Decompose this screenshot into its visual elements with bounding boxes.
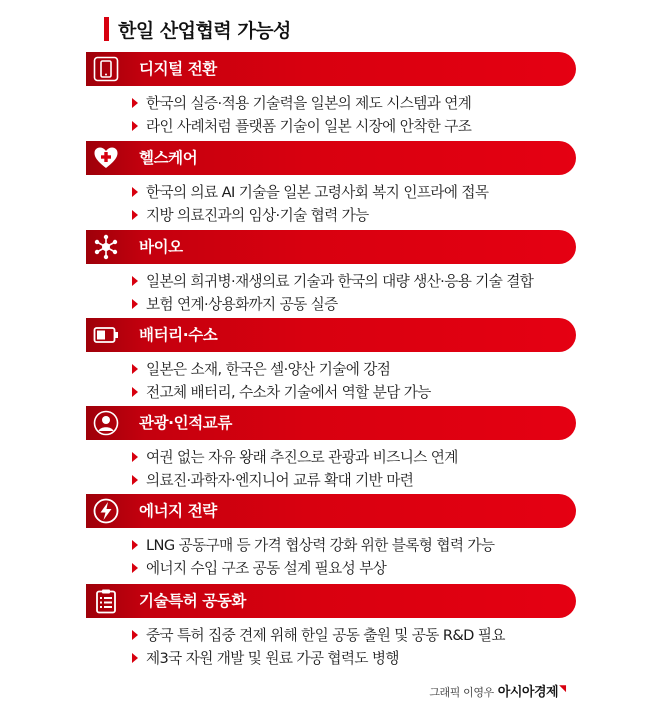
bullet-text: 지방 의료진과의 임상·기술 협력 가능 xyxy=(146,207,369,224)
section-digital xyxy=(86,52,584,137)
bullet-text: 중국 특허 집중 견제 위해 한일 공동 출원 및 공동 R&D 필요 xyxy=(146,627,505,644)
bullet-text: 의료진·과학자·엔지니어 교류 확대 기반 마련 xyxy=(146,472,414,489)
brand-mark-icon: ◥ xyxy=(559,684,566,694)
clipboard-icon xyxy=(90,587,121,615)
section-bio xyxy=(86,230,584,315)
bullet-triangle-icon xyxy=(132,364,138,374)
list-item xyxy=(132,203,584,226)
bullet-text: 전고체 배터리, 수소차 기술에서 역할 분담 가능 xyxy=(146,384,431,401)
list-item xyxy=(132,468,584,491)
section-battery-hydrogen xyxy=(86,318,584,403)
bullet-text: 일본의 희귀병·재생의료 기술과 한국의 대량 생산·응용 기술 결합 xyxy=(146,273,534,290)
phone-icon xyxy=(90,55,121,83)
bullet-triangle-icon xyxy=(132,121,138,131)
bullet-text: 보험 연계·상용화까지 공동 실증 xyxy=(146,296,338,313)
bullet-text: 일본은 소재, 한국은 셀·양산 기술에 강점 xyxy=(146,361,391,378)
list-item xyxy=(132,445,584,468)
bullet-triangle-icon xyxy=(132,299,138,309)
bullet-triangle-icon xyxy=(132,452,138,462)
bullet-text: 제3국 자원 개발 및 원료 가공 협력도 병행 xyxy=(146,650,399,667)
credit-line xyxy=(429,681,566,700)
molecule-icon xyxy=(90,233,121,261)
bullet-triangle-icon xyxy=(132,187,138,197)
list-item xyxy=(132,556,584,579)
title-accent-bar xyxy=(104,17,109,41)
battery-icon xyxy=(90,321,121,349)
bullet-text: 여권 없는 자유 왕래 추진으로 관광과 비즈니스 연계 xyxy=(146,449,458,466)
section-banner xyxy=(86,406,576,440)
bullet-text: LNG 공동구매 등 가격 협상력 강화 위한 블록형 협력 가능 xyxy=(146,537,495,554)
bullet-triangle-icon xyxy=(132,98,138,108)
lightning-icon xyxy=(90,497,121,525)
bullet-triangle-icon xyxy=(132,475,138,485)
section-label: 관광·인적교류 xyxy=(139,414,232,432)
bullet-triangle-icon xyxy=(132,540,138,550)
graphic-credit: 그래픽 이영우 xyxy=(429,686,494,699)
bullet-triangle-icon xyxy=(132,210,138,220)
list-item xyxy=(132,180,584,203)
section-banner xyxy=(86,494,576,528)
section-energy xyxy=(86,494,584,579)
bullet-triangle-icon xyxy=(132,653,138,663)
section-label: 헬스케어 xyxy=(139,149,198,167)
section-banner xyxy=(86,52,576,86)
page-title: 한일 산업협력 가능성 xyxy=(118,19,291,42)
list-item xyxy=(132,269,584,292)
list-item xyxy=(132,91,584,114)
section-banner xyxy=(86,230,576,264)
section-healthcare xyxy=(86,141,584,226)
bullet-triangle-icon xyxy=(132,630,138,640)
list-item xyxy=(132,292,584,315)
bullet-text: 한국의 의료 AI 기술을 일본 고령사회 복지 인프라에 접목 xyxy=(146,184,489,201)
title-block xyxy=(104,16,291,42)
section-banner xyxy=(86,584,576,618)
list-item xyxy=(132,114,584,137)
section-patent xyxy=(86,584,584,669)
section-label: 바이오 xyxy=(139,238,183,256)
heart-cross-icon xyxy=(90,144,121,172)
list-item xyxy=(132,533,584,556)
list-item xyxy=(132,646,584,669)
section-label: 디지털 전환 xyxy=(139,60,217,78)
section-banner xyxy=(86,318,576,352)
brand-logo-text: 아시아경제 xyxy=(497,685,559,700)
bullet-triangle-icon xyxy=(132,387,138,397)
bullet-triangle-icon xyxy=(132,563,138,573)
section-banner xyxy=(86,141,576,175)
person-icon xyxy=(90,409,121,437)
list-item xyxy=(132,380,584,403)
section-label: 기술특허 공동화 xyxy=(139,592,247,610)
section-label: 배터리·수소 xyxy=(139,326,218,344)
section-tourism-exchange xyxy=(86,406,584,491)
section-label: 에너지 전략 xyxy=(139,502,217,520)
bullet-text: 한국의 실증·적용 기술력을 일본의 제도 시스템과 연계 xyxy=(146,95,472,112)
bullet-text: 라인 사례처럼 플랫폼 기술이 일본 시장에 안착한 구조 xyxy=(146,118,472,135)
bullet-text: 에너지 수입 구조 공동 설계 필요성 부상 xyxy=(146,560,387,577)
list-item xyxy=(132,357,584,380)
list-item xyxy=(132,623,584,646)
bullet-triangle-icon xyxy=(132,276,138,286)
